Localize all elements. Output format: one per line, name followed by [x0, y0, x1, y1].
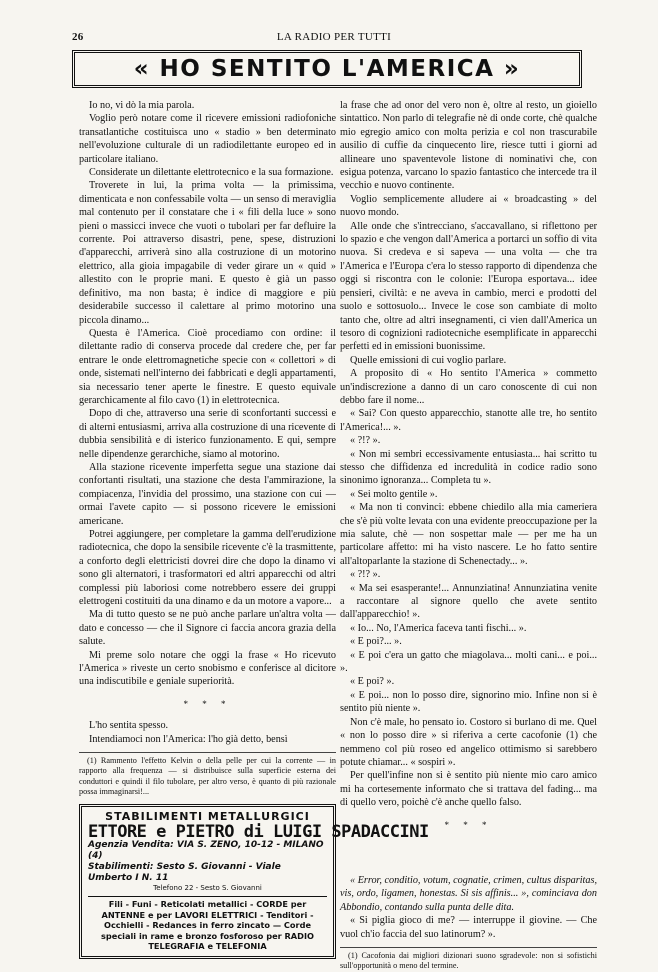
page-number: 26 — [72, 31, 84, 43]
paragraph: Questa è l'America. Cioè procediamo con ordine: il dilettante radio di conserva procede dal credere che, per far entrare le onde elettromagnetiche specie con « collettori » di onde, sistemati nell'interno dei fabbricati e degli appartamenti, sia necessario tener aperte le finestre. E questo equivale gerarchicamente al filo cavo (1) in elettrotecnica. — [79, 327, 336, 406]
footnote-right — [340, 947, 597, 972]
paragraph: Voglio però notare come il ricevere emissioni radiofoniche transatlantiche costituisca uno « stadio » ben determinato nell'evoluzione culturale di un radiodilettante europeo ed in particolare italiano. — [79, 113, 336, 165]
dialogue-line: « Io... No, l'America faceva tanti fischi... ». — [350, 622, 527, 634]
paragraph: Considerate un dilettante elettrotecnico e la sua formazione. — [89, 167, 334, 179]
paragraph: Alla stazione ricevente imperfetta segue una stazione dai confortanti risultati, una stazione che desta l'ammirazione, la compiacenza, l'invidia del prossimo, una stazione con cui — ormai l'avete capito — si possono ricevere le emissioni americane. — [79, 461, 336, 527]
ad-products: Fili - Funi - Reticolati metallici - CORDE per ANTENNE e per LAVORI ELETTRICI - Tenditori - Occhielli - Redances in ferro zincato — Corde speciali in rame e bronzo fosforoso per RADIO TELEGRAFIA e TELEFONIA — [101, 899, 314, 952]
dialogue-line: « E poi?... ». — [350, 636, 402, 648]
section-separator: * * * — [183, 698, 232, 709]
paragraph: Alle onde che s'intrecciano, s'accavallano, si riflettono per lo spazio e che vengon dall'America a portarci un soffio di vita nuova. Si credeva e si sapeva — una volta — che tra l'America e l'Europa c'era lo stesso rapporto di dipendenza che oggi si riscontra con le colonie: l'Europa esportava... idee pensieri, civiltà: e ne aveva in cambio, merci e prodotti del suolo e sottosuolo... Invece le cose son cambiate di molto tanto che, oltre ad altri insegnamenti, ci vien dall'America un tesoro di cognizioni radiotecniche esemplificate in apparecchi perfetti ed in emissioni buonissime. — [340, 220, 597, 353]
ad-company-name: ETTORE e PIETRO di LUIGI SPADACCINI — [88, 821, 429, 842]
paragraph: Mi preme solo notare che oggi la frase « Ho ricevuto l'America » riveste un certo snobismo e conferisce al dicitore una indiscutibile e geniale superiorità. — [79, 649, 336, 688]
paragraph: Io no, vi dò la mia parola. — [89, 100, 195, 111]
paragraph: la frase che ad onor del vero non è, oltre al resto, un gioiello sintattico. Non parlo di telegrafie nè di onde corte, chè qualche mio egregio amico con molta perizia e col non trascurabile ausilio di cuffie da cinquecento lire, riesce tutti i giorni ad allineare uno spaventevole listone di nominativi che, con esigua potenza, varcano lo spazio fantastico che intercede tra il vecchio e nuovo continente. — [340, 100, 597, 192]
paragraph: Voglio semplicemente alludere ai « broadcasting » del nuovo mondo. — [340, 193, 597, 219]
ad-top-line: STABILIMENTI METALLURGICI — [105, 810, 310, 824]
paragraph: Quelle emissioni di cui voglio parlare. — [350, 354, 507, 366]
paragraph: Intendiamoci non l'America: l'ho già detto, bensì — [89, 733, 288, 745]
paragraph: Non c'è male, ho pensato io. Costoro si burlano di me. Quel « non lo posso dire » si riferiva a certe cacofonie (1) che nemmeno col più roseo ed angelico ottimismo si sarebbero potute chiamar... « sospiri ». — [340, 716, 597, 768]
article-title-box — [72, 50, 582, 88]
dialogue-line: « Sei molto gentile ». — [350, 488, 438, 500]
dialogue-line: « E poi c'era un gatto che miagolava... molti cani... e poi... ». — [340, 649, 597, 675]
footnote-text: (1) Rammento l'effetto Kelvin o della pelle per cui la corrente — in rapporto alla frequenza — si distribuisce sulla superficie esterna dei conduttori e quindi il filo tubolare, per altro verso, è quanto di più razionale possa immaginarsi!... — [79, 756, 336, 796]
dialogue-line: « Non mi sembri eccessivamente entusiasta... hai scritto tu stesso che diffidenza ed incredulità in codice radio sono sinonimo ignoranza... Completa tu ». — [340, 448, 597, 487]
paragraph: Ma di tutto questo se ne può anche parlare un'altra volta — dato e concesso — che il Signore ci faccia ancora grazia della salute. — [79, 609, 336, 648]
right-column — [340, 99, 597, 972]
paragraph: L'ho sentita spesso. — [89, 720, 169, 732]
ad-divider — [88, 896, 327, 897]
paragraph: A proposito di « Ho sentito l'America » commetto un'indiscrezione a danno di un caro conoscente di cui non debbo fare il nome... — [340, 368, 597, 406]
dialogue-line: « Si piglia gioco di me? — interruppe il giovine. — Che vuol ch'io faccia del suo latinorum? ». — [340, 915, 597, 940]
paragraph: Potrei aggiungere, per completare la gamma dell'erudizione radiotecnica, che dopo la sensibile ricevente c'è la trasmittente, a conforto degli elettricisti dovrei dire che dopo la dinamo vi sono gli alternatori, i trasformatori ed altri apparecchi od altri complessi più laboriosi come notrebbero essere dei gruppi elettrogeni costituiti da una dinamo e da un motore a vapore... — [79, 529, 336, 608]
advertisement — [79, 804, 429, 958]
dialogue-line: « Ma sei esasperante!... Annunziatina! Annunziatina venite a raccontare al signore quello che avete sentito dall'apparecchio! ». — [340, 582, 597, 621]
paragraph: Troverete in lui, la prima volta — la primissima, dimenticata e non confessabile volta — un senso di meraviglia mal contenuto per il constatare che i « fili della luce » sono pieni o massicci invece che vuoti o tubolari per far defluire la corrente. Poi attraverso disastri, pene, spese, distruzioni d'apparecchi, arriverà sino alla costruzione di un motorino elettrico, alla gioia impagabile di veder girare un « quid » allestito con le proprie mani. E questo è già un passo definitivo, ma non basta; è indice di maggiore e più desiderabile successo il calettare al primo motorino una piccola dinamo... — [79, 180, 336, 326]
footnote-left — [79, 752, 336, 797]
left-paragraphs — [79, 99, 336, 689]
footnote-text: (1) Cacofonia dai migliori dizionari suono sgradevole: non si sofistichi sull'opportunità o meno del termine. — [340, 950, 597, 971]
section-separator: * * * — [444, 819, 493, 830]
paragraph: Dopo di che, attraverso una serie di sconfortanti successi e di alterni entusiasmi, arriva alla costruzione di una ricevente di dubbia sensibilità e di isterico funzionamento. E qui, sempre nelle dipendenze gerarchiche, siamo al motorino. — [79, 408, 336, 460]
quotation: « Error, conditio, votum, cognatie, crimen, cultus disparitas, vis, ordo, ligamen, honestas. Si sis affinis... », cominciava don Abbondio, contando sulla punta delle dita. — [340, 874, 597, 913]
dialogue-line: « E poi? ». — [350, 676, 395, 688]
running-title: LA RADIO PER TUTTI — [276, 31, 392, 43]
dialogue-line: « Sai? Con questo apparecchio, stanotte alle tre, ho sentito l'America!... ». — [340, 408, 597, 433]
spacer — [340, 840, 597, 874]
ad-phone: Telefono 22 - Sesto S. Giovanni — [153, 884, 262, 893]
ad-plants: Stabilimenti: Sesto S. Giovanni - Viale Umberto I N. 11 — [88, 862, 281, 884]
paragraph: Per quell'infine non si è sentito più niente mio caro amico mi ha cortesemente informato che si trattava del fading... ma di quello vero, poichè c'è anche quello falso. — [340, 770, 597, 809]
dialogue-line: « ?!? ». — [350, 435, 381, 447]
dialogue-line: « E poi... non lo posso dire, signorino mio. Infine non si è sentito più niente ». — [340, 689, 597, 715]
dialogue-line: « Ma non ti convinci: ebbene chiedilo alla mia cameriera che s'è più volte levata con una evidente preoccupazione per la mia salute, chè — non sospettar male — per me ha un particolare affetto: mi ha visto nascere. Le ho fatto sentire all'altoparlante la stazione di Schenectady... ». — [340, 502, 597, 567]
dialogue-line: « ?!? ». — [350, 569, 381, 581]
article-title: « HO SENTITO L'AMERICA » — [133, 56, 521, 82]
ad-sales-agency: Agenzia Vendita: VIA S. ZENO, 10-12 - MILANO (4) — [88, 840, 324, 862]
